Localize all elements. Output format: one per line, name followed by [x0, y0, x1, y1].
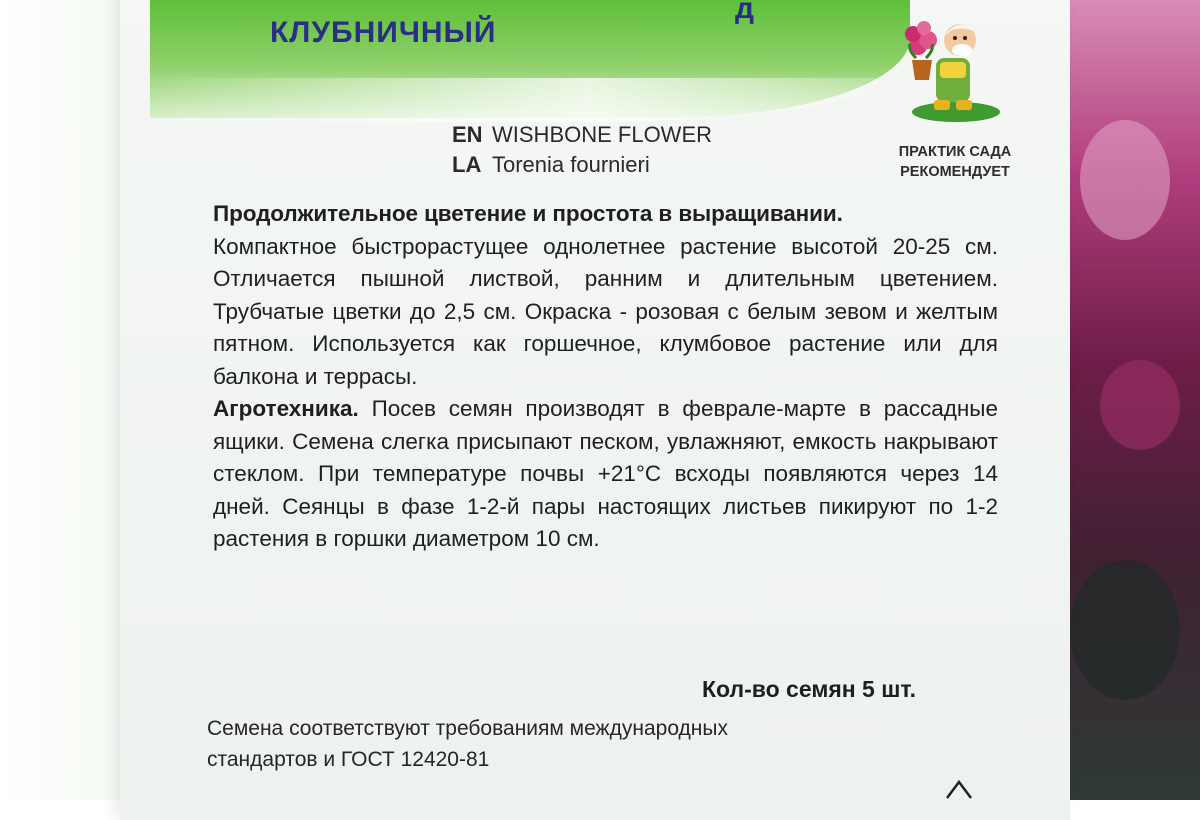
english-name-row	[452, 120, 712, 150]
description-block	[213, 198, 998, 556]
latin-name: Torenia fournieri	[492, 152, 650, 177]
agrotech-heading: Агротехника.	[213, 396, 359, 421]
plant-names	[452, 120, 712, 180]
latin-name-row	[452, 150, 712, 180]
agrotech-text: Посев семян производят в феврале-марте в рассадные ящики. Семена слегка присыпают песком, увлажняют, емкость накрывают стеклом. При температуре почвы +21°С всходы появляются через 14 дней. Сеянцы в фазе 1-2-й пары настоящих листьев пикируют по 1-2 растения в горшки диаметром 10 см.	[213, 396, 998, 551]
variety-name: КЛУБНИЧНЫЙ	[270, 16, 497, 49]
latin-code: LA	[452, 152, 482, 177]
flower-photo-edge	[1060, 0, 1200, 800]
english-code: EN	[452, 122, 483, 147]
mascot-caption	[870, 142, 1040, 182]
product-title-fragment: д	[735, 0, 755, 25]
agrotech-paragraph	[213, 393, 998, 556]
mascot-caption-line2: РЕКОМЕНДУЕТ	[900, 164, 1010, 180]
description-paragraph	[213, 198, 998, 393]
seed-count: Кол-во семян 5 шт.	[702, 676, 917, 702]
description-lead: Продолжительное цветение и простота в выращивании.	[213, 201, 843, 226]
gardener-mascot-icon	[888, 0, 1018, 130]
description-text: Компактное быстрорастущее однолетнее растение высотой 20-25 см. Отличается пышной листвой, ранним и длительным цветением. Трубчатые цветки до 2,5 см. Окраска - розовая с белым зевом и желтым пятном. Используется как горшечное, клумбовое растение или для балкона и террасы.	[213, 233, 998, 389]
standard-line1: Семена соответствуют требованиям международных	[207, 717, 728, 740]
standard-line2: стандартов и ГОСТ 12420-81	[207, 748, 490, 771]
mascot-caption-line1: ПРАКТИК САДА	[898, 144, 1012, 160]
standard-statement	[207, 713, 887, 775]
english-name: WISHBONE FLOWER	[492, 122, 713, 147]
corner-triangle-icon	[945, 778, 973, 800]
